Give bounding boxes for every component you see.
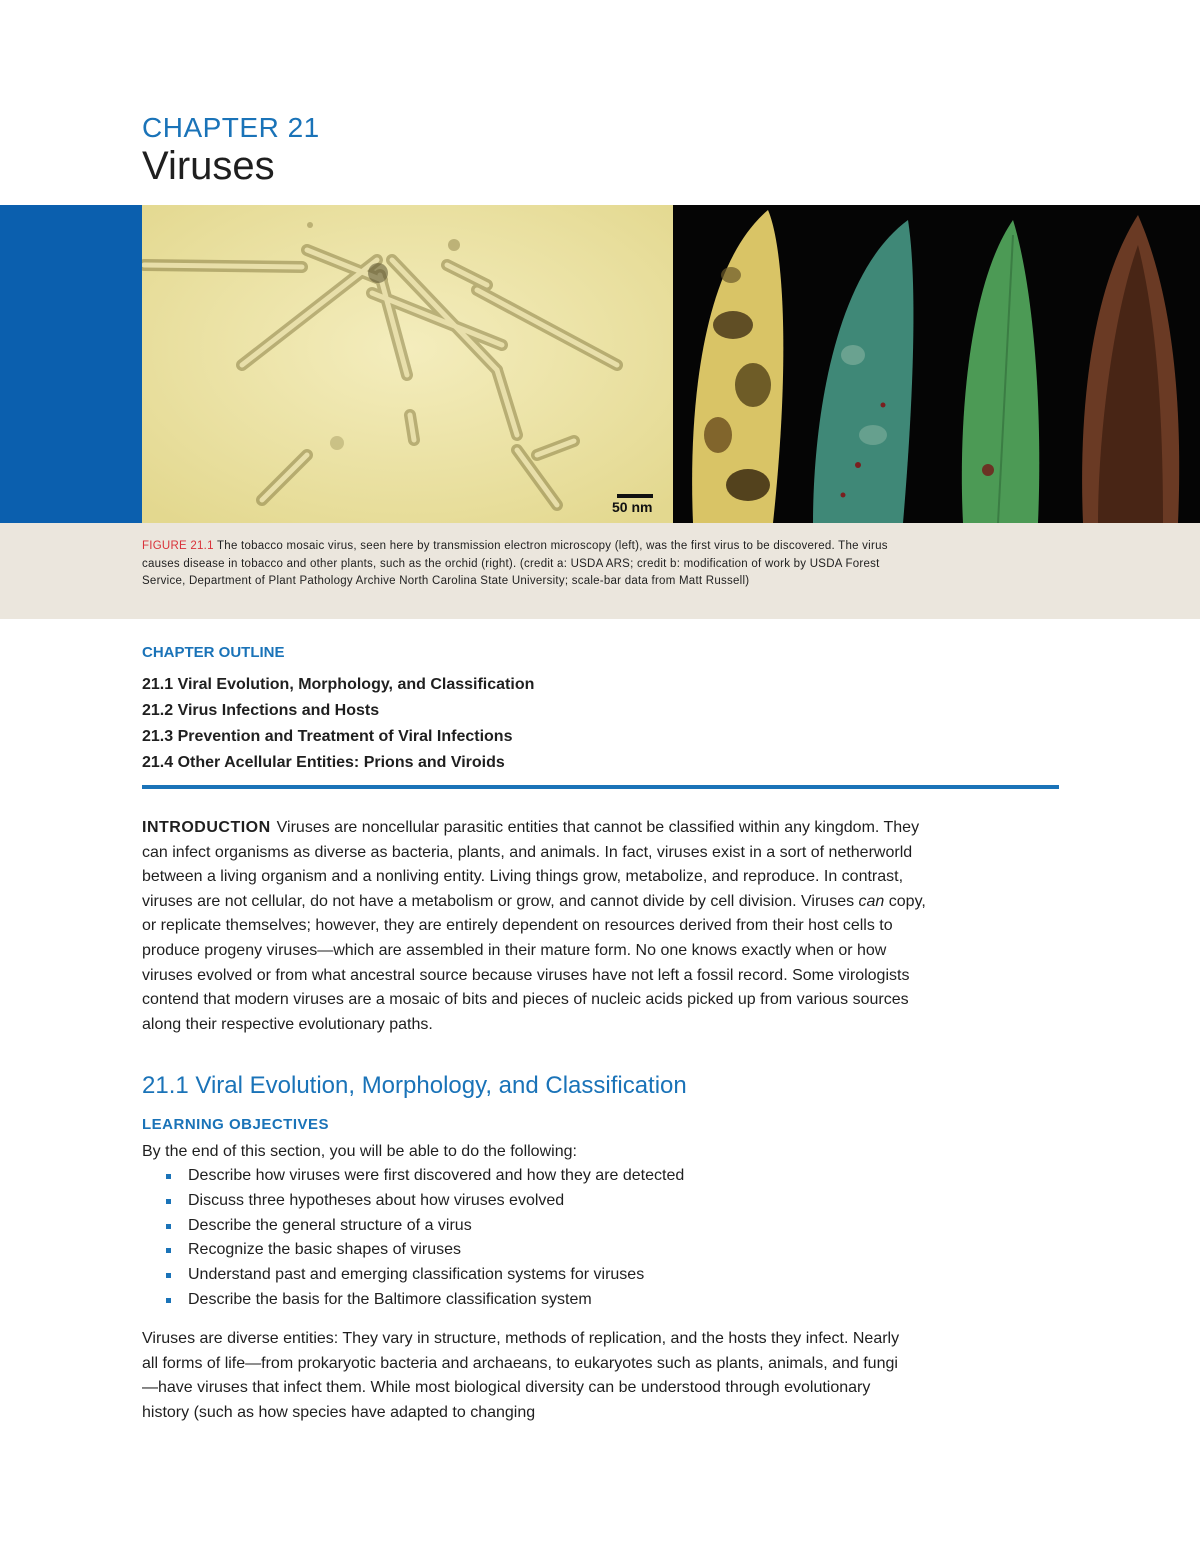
learning-objectives-heading: LEARNING OBJECTIVES [142, 1116, 330, 1133]
introduction-emphasis: can [858, 892, 885, 910]
objective-text: Describe how viruses were first discovered and how they are detected [188, 1167, 685, 1184]
introduction-text-1: Viruses are noncellular parasitic entities that cannot be classified within any kingdom. They can infect organisms as diverse as bacteria, plants, and animals. In fact, viruses exist in a sort of netherworld between a living organism and a nonliving entity. Living things grow, metabolize, and reproduce. In contrast, viruses are not cellular, do not have a metabolism or grow, and cannot divide by cell division. Viruses [142, 819, 920, 910]
figure-label: FIGURE 21.1 [142, 540, 214, 552]
bullet-icon [166, 1224, 171, 1229]
objective-item [164, 1238, 684, 1263]
objective-item [164, 1189, 684, 1214]
introduction-text-2: copy, or replicate themselves; however, they are entirely dependent on resources derived from their host cells to produce progeny viruses—which are assembled in their mature form. No one knows exactly when or how viruses evolved or from what ancestral source because viruses have not left a fossil record. Some virologists contend that modern viruses are a mosaic of bits and pieces of nucleic acids picked up from various sources along their respective evolutionary paths. [142, 892, 926, 1033]
chapter-outline-heading: CHAPTER OUTLINE [142, 644, 285, 661]
outline-divider [142, 785, 1059, 789]
outline-item[interactable]: 21.4 Other Acellular Entities: Prions and Viroids [142, 754, 505, 771]
outline-item[interactable]: 21.3 Prevention and Treatment of Viral Infections [142, 728, 513, 745]
virus-micrograph-image [142, 205, 673, 523]
bullet-icon [166, 1298, 171, 1303]
section-title: 21.1 Viral Evolution, Morphology, and Classification [142, 1072, 687, 1099]
learning-objectives-intro: By the end of this section, you will be able to do the following: [142, 1143, 577, 1160]
chapter-outline-list [142, 672, 534, 776]
decorative-blue-bar [0, 205, 142, 523]
bullet-icon [166, 1174, 171, 1179]
objective-item [164, 1288, 684, 1313]
objective-item [164, 1164, 684, 1189]
objective-item [164, 1263, 684, 1288]
scale-bar [617, 494, 653, 498]
bullet-icon [166, 1199, 171, 1204]
chapter-title: Viruses [142, 144, 275, 188]
figure-caption-text: The tobacco mosaic virus, seen here by transmission electron microscopy (left), was the first virus to be discovered. The virus causes disease in tobacco and other plants, such as the orchid (right). (credit a: USDA ARS; credit b: modification of work by USDA Forest Service, Department of Plant Pathology Archive North Carolina State University; scale-bar data from Matt Russell) [142, 540, 888, 587]
objective-text: Discuss three hypotheses about how viruses evolved [188, 1191, 565, 1209]
objective-text: Describe the basis for the Baltimore classification system [188, 1290, 592, 1308]
outline-item[interactable]: 21.2 Virus Infections and Hosts [142, 702, 380, 719]
introduction-paragraph [142, 816, 932, 1037]
learning-objectives-list [164, 1164, 684, 1313]
figure-caption [142, 538, 902, 591]
outline-item[interactable]: 21.1 Viral Evolution, Morphology, and Classification [142, 676, 535, 693]
orchid-leaves-image [673, 205, 1200, 523]
bullet-icon [166, 1273, 171, 1278]
section-body-paragraph: Viruses are diverse entities: They vary in structure, methods of replication, and the hosts they infect. Nearly all forms of life—from prokaryotic bacteria and archaeans, to eukaryotes such as plants, animals, and fungi—have viruses that infect them. While most biological diversity can be understood through evolutionary history (such as how species have adapted to changing [142, 1330, 900, 1421]
objective-item [164, 1214, 684, 1239]
objective-text: Understand past and emerging classification systems for viruses [188, 1266, 645, 1284]
bullet-icon [166, 1248, 171, 1253]
introduction-lead: INTRODUCTION [142, 819, 271, 836]
objective-text: Describe the general structure of a virus [188, 1216, 472, 1234]
objective-text: Recognize the basic shapes of viruses [188, 1241, 462, 1259]
chapter-label: CHAPTER 21 [142, 112, 320, 143]
scale-bar-label: 50 nm [612, 499, 653, 515]
